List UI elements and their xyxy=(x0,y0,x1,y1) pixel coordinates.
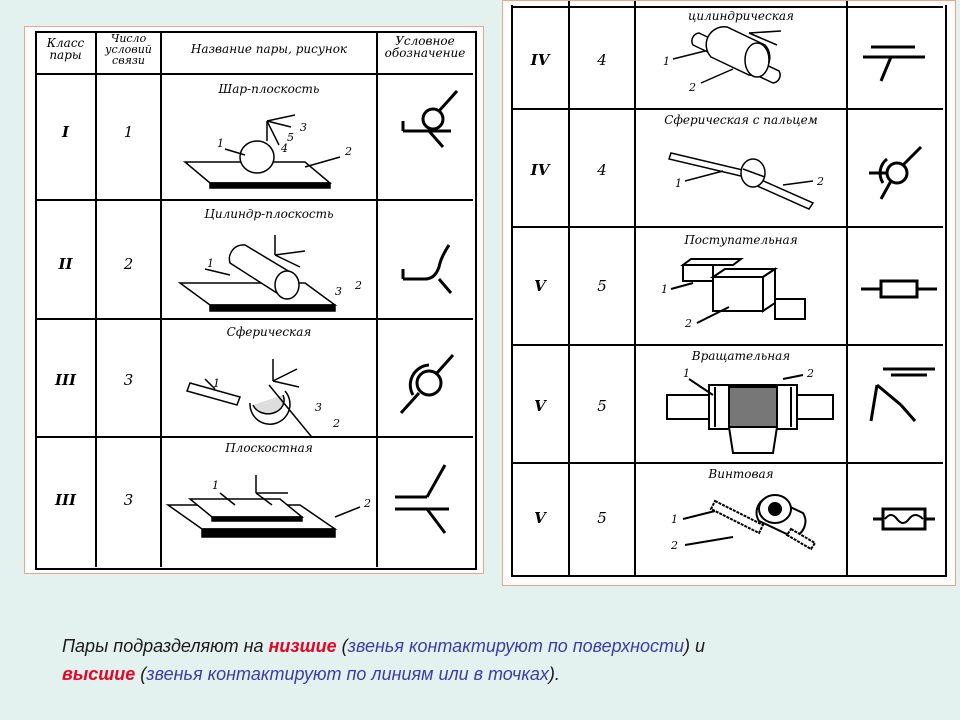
screw-drawing xyxy=(663,485,843,571)
caption-text xyxy=(62,632,922,688)
row-count: 4 xyxy=(597,51,607,69)
row-title: Плоскостная xyxy=(225,441,313,455)
spherical-drawing xyxy=(185,341,365,437)
caption-part: Пары подразделяют на xyxy=(62,636,269,656)
row-title: Шар-плоскость xyxy=(218,82,320,96)
label-2: 2 xyxy=(807,367,814,380)
row-title: Поступательная xyxy=(684,233,798,247)
row-count: 5 xyxy=(597,397,607,415)
caption-lower-description: звенья контактируют по поверхности xyxy=(347,636,685,656)
label-3: 3 xyxy=(300,121,307,134)
header-class: Класс пары xyxy=(46,36,85,62)
row-class: V xyxy=(534,277,546,295)
caption-higher-description: звенья контактируют по линиям или в точках xyxy=(146,664,549,684)
row-class: III xyxy=(54,371,77,389)
row-count: 4 xyxy=(597,161,607,179)
row-count: 5 xyxy=(597,277,607,295)
caption-part: ( xyxy=(135,664,147,684)
label-2: 2 xyxy=(345,145,352,158)
kinematic-pairs-table-right xyxy=(502,0,956,586)
label-2: 2 xyxy=(817,175,824,188)
label-1: 1 xyxy=(683,367,690,380)
label-1: 1 xyxy=(213,377,220,390)
row-class: IV xyxy=(530,161,550,179)
label-1: 1 xyxy=(207,257,214,270)
screw-symbol-icon xyxy=(871,499,941,539)
revolute-symbol-icon xyxy=(863,361,943,441)
spherical-pin-drawing xyxy=(663,131,843,227)
label-3: 3 xyxy=(335,285,342,298)
caption-part: ) и xyxy=(684,636,706,656)
row-title: Вращательная xyxy=(691,349,791,363)
cylinder-plane-drawing xyxy=(175,223,375,319)
row-class: IV xyxy=(530,51,550,69)
row-count: 2 xyxy=(123,255,134,273)
row-title: Винтовая xyxy=(708,467,774,481)
row-title: цилиндрическая xyxy=(688,9,794,23)
label-1: 1 xyxy=(671,513,678,526)
cylindrical-drawing xyxy=(653,23,843,107)
label-4: 4 xyxy=(281,142,288,155)
row-count: 3 xyxy=(123,491,134,509)
prismatic-drawing xyxy=(653,249,843,343)
row-class: V xyxy=(534,397,546,415)
row-class: III xyxy=(54,491,77,509)
row-class: V xyxy=(534,509,546,527)
label-1: 1 xyxy=(217,137,224,150)
label-2: 2 xyxy=(355,279,362,292)
label-2: 2 xyxy=(364,497,371,510)
row-title: Сферическая xyxy=(226,325,312,339)
label-2: 2 xyxy=(333,417,340,430)
header-count: Число условий связи xyxy=(105,32,152,67)
planar-drawing xyxy=(160,457,380,557)
label-2: 2 xyxy=(685,317,692,330)
row-count: 3 xyxy=(123,371,134,389)
kinematic-pairs-table-left xyxy=(24,26,484,574)
label-1: 1 xyxy=(675,177,682,190)
prismatic-symbol-icon xyxy=(859,265,943,325)
caption-part: ( xyxy=(336,636,348,656)
row-class: II xyxy=(58,255,73,273)
label-1: 1 xyxy=(212,479,219,492)
row-count: 5 xyxy=(597,509,607,527)
row-title: Сферическая с пальцем xyxy=(664,113,818,127)
caption-lower-pairs: низшие xyxy=(268,636,337,656)
label-1: 1 xyxy=(663,55,670,68)
label-5: 5 xyxy=(287,131,294,144)
header-symbol: Условное обозначение xyxy=(384,34,466,60)
planar-symbol-icon xyxy=(387,461,467,551)
revolute-drawing xyxy=(653,365,853,463)
spherical-pin-symbol-icon xyxy=(863,135,943,215)
header-name: Название пары, рисунок xyxy=(190,42,348,56)
cylinder-plane-symbol-icon xyxy=(395,223,465,303)
ball-plane-drawing xyxy=(175,97,375,197)
label-1: 1 xyxy=(661,283,668,296)
row-title: Цилиндр-плоскость xyxy=(204,207,334,221)
caption-part: ). xyxy=(548,664,560,684)
row-class: I xyxy=(61,123,70,141)
ball-plane-symbol-icon xyxy=(395,87,465,157)
cylindrical-symbol-icon xyxy=(859,37,939,97)
label-3: 3 xyxy=(315,401,322,414)
label-2: 2 xyxy=(671,539,678,552)
caption-higher-pairs: высшие xyxy=(62,664,136,684)
row-count: 1 xyxy=(123,123,134,141)
label-2: 2 xyxy=(689,81,696,94)
spherical-symbol-icon xyxy=(395,343,465,433)
